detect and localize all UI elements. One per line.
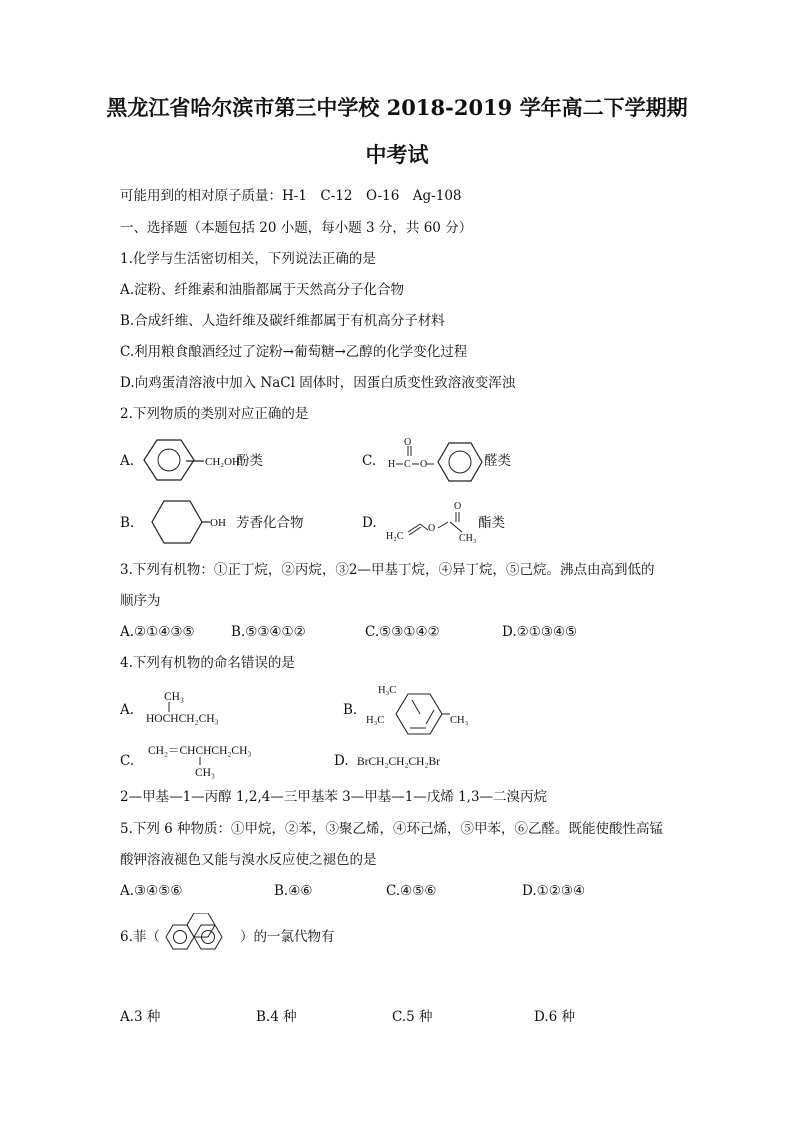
q2-d-ch3: CH₃ xyxy=(459,533,477,544)
q1-option-b: B.合成纤维、人造纤维及碳纤维都属于有机高分子材料 xyxy=(120,313,445,329)
doc-title-line2: 中考试 xyxy=(365,142,429,167)
q4-option-d-label: D. xyxy=(334,753,349,769)
q1-option-c: C.利用粮食酿酒经过了淀粉→葡萄糖→乙醇的化学变化过程 xyxy=(120,344,468,360)
doc-title-line1: 黑龙江省哈尔滨市第三中学校 2018-2019 学年高二下学期期 xyxy=(106,95,688,120)
section-heading: 一、选择题（本题包括 20 小题，每小题 3 分，共 60 分） xyxy=(120,220,473,236)
q6-option-a: A.3 种 xyxy=(120,1009,161,1025)
q6-suffix: ）的一氯代物有 xyxy=(240,929,335,945)
q4-names: 2—甲基—1—丙醇 1,2,4—三甲基苯 3—甲基—1—戊烯 1,3—二溴丙烷 xyxy=(120,789,548,805)
q1-option-a: A.淀粉、纤维素和油脂都属于天然高分子化合物 xyxy=(120,282,405,298)
q6-prefix: 6.菲（ xyxy=(120,929,160,945)
trimethylbenzene-structure xyxy=(390,690,454,740)
q4-c-main: CH₂＝CHCHCH₂CH₃ xyxy=(148,745,252,757)
q3-stem-line1: 3.下列有机物：①正丁烷，②丙烷，③2—甲基丁烷，④异丁烷，⑤己烷。沸点由高到低的 xyxy=(120,562,655,578)
cyclohexane-ring-structure xyxy=(150,498,206,546)
bond-line xyxy=(186,458,206,464)
atomic-masses: 可能用到的相对原子质量：H-1 C-12 O-16 Ag-108 xyxy=(120,188,462,204)
q6-option-b: B.4 种 xyxy=(256,1009,297,1025)
q3-option-d: D.②①③④⑤ xyxy=(502,624,578,640)
q3-option-b: B.⑤③④①② xyxy=(231,624,306,640)
q2-d-h2c: H₂C xyxy=(386,531,404,542)
q2-b-class: 芳香化合物 xyxy=(236,515,304,531)
q2-d-o: O xyxy=(428,523,436,534)
q2-option-a-label: A. xyxy=(120,453,135,469)
bond-lines xyxy=(394,461,434,467)
q2-a-group: CH₂OH xyxy=(205,456,241,468)
q4-a-top: CH₃ xyxy=(164,691,184,703)
q3-stem-line2: 顺序为 xyxy=(120,593,161,609)
phenanthrene-structure xyxy=(162,913,242,957)
q5-stem-line2: 酸钾溶液褪色又能与溴水反应使之褪色的是 xyxy=(120,852,377,868)
q5-option-c: C.④⑤⑥ xyxy=(386,883,437,899)
q1-stem: 1.化学与生活密切相关，下列说法正确的是 xyxy=(120,251,376,267)
q2-c-o-top: O xyxy=(404,437,412,448)
q4-stem: 4.下列有机物的命名错误的是 xyxy=(120,655,295,671)
q2-stem: 2.下列物质的类别对应正确的是 xyxy=(120,406,309,422)
benzene-ring-structure xyxy=(434,440,486,484)
q2-d-o-top: O xyxy=(454,501,462,512)
q4-b-right: CH₃ xyxy=(450,715,469,726)
q2-a-class: 酚类 xyxy=(236,453,263,469)
q2-option-d-label: D. xyxy=(362,515,377,531)
q5-option-b: B.④⑥ xyxy=(274,883,313,899)
q5-option-d: D.①②③④ xyxy=(522,883,586,899)
q1-option-d: D.向鸡蛋清溶液中加入 NaCl 固体时，因蛋白质变性致溶液变浑浊 xyxy=(120,375,516,391)
q2-c-h: H xyxy=(388,459,396,470)
q4-option-c-label: C. xyxy=(120,753,135,769)
q5-option-a: A.③④⑤⑥ xyxy=(120,883,183,899)
q2-c-c: C xyxy=(404,459,411,470)
q3-option-c: C.⑤③①④② xyxy=(365,624,440,640)
q2-b-group: OH xyxy=(210,517,226,529)
q4-d-main: BrCH₂CH₂CH₂Br xyxy=(357,756,440,768)
q2-d-class: 酯类 xyxy=(478,515,505,531)
q2-option-b-label: B. xyxy=(120,515,135,531)
q2-option-c-label: C. xyxy=(362,453,377,469)
q6-option-c: C.5 种 xyxy=(392,1009,433,1025)
q5-stem-line1: 5.下列 6 种物质：①甲烷，②苯，③聚乙烯，④环己烯，⑤甲苯，⑥乙醛。既能使酸性高锰 xyxy=(120,821,664,837)
q4-option-b-label: B. xyxy=(343,702,358,718)
q2-c-class: 醛类 xyxy=(484,453,511,469)
q4-b-top: H₃C xyxy=(378,685,397,696)
q2-c-o: O xyxy=(420,459,428,470)
q4-b-left: H₃C xyxy=(366,715,385,726)
q4-c-bottom: CH₃ xyxy=(195,767,215,779)
q3-option-a: A.②①④③⑤ xyxy=(120,624,195,640)
q6-option-d: D.6 种 xyxy=(534,1009,576,1025)
q4-option-a-label: A. xyxy=(120,702,135,718)
q4-a-main: HOCHCH₂CH₃ xyxy=(146,713,219,725)
